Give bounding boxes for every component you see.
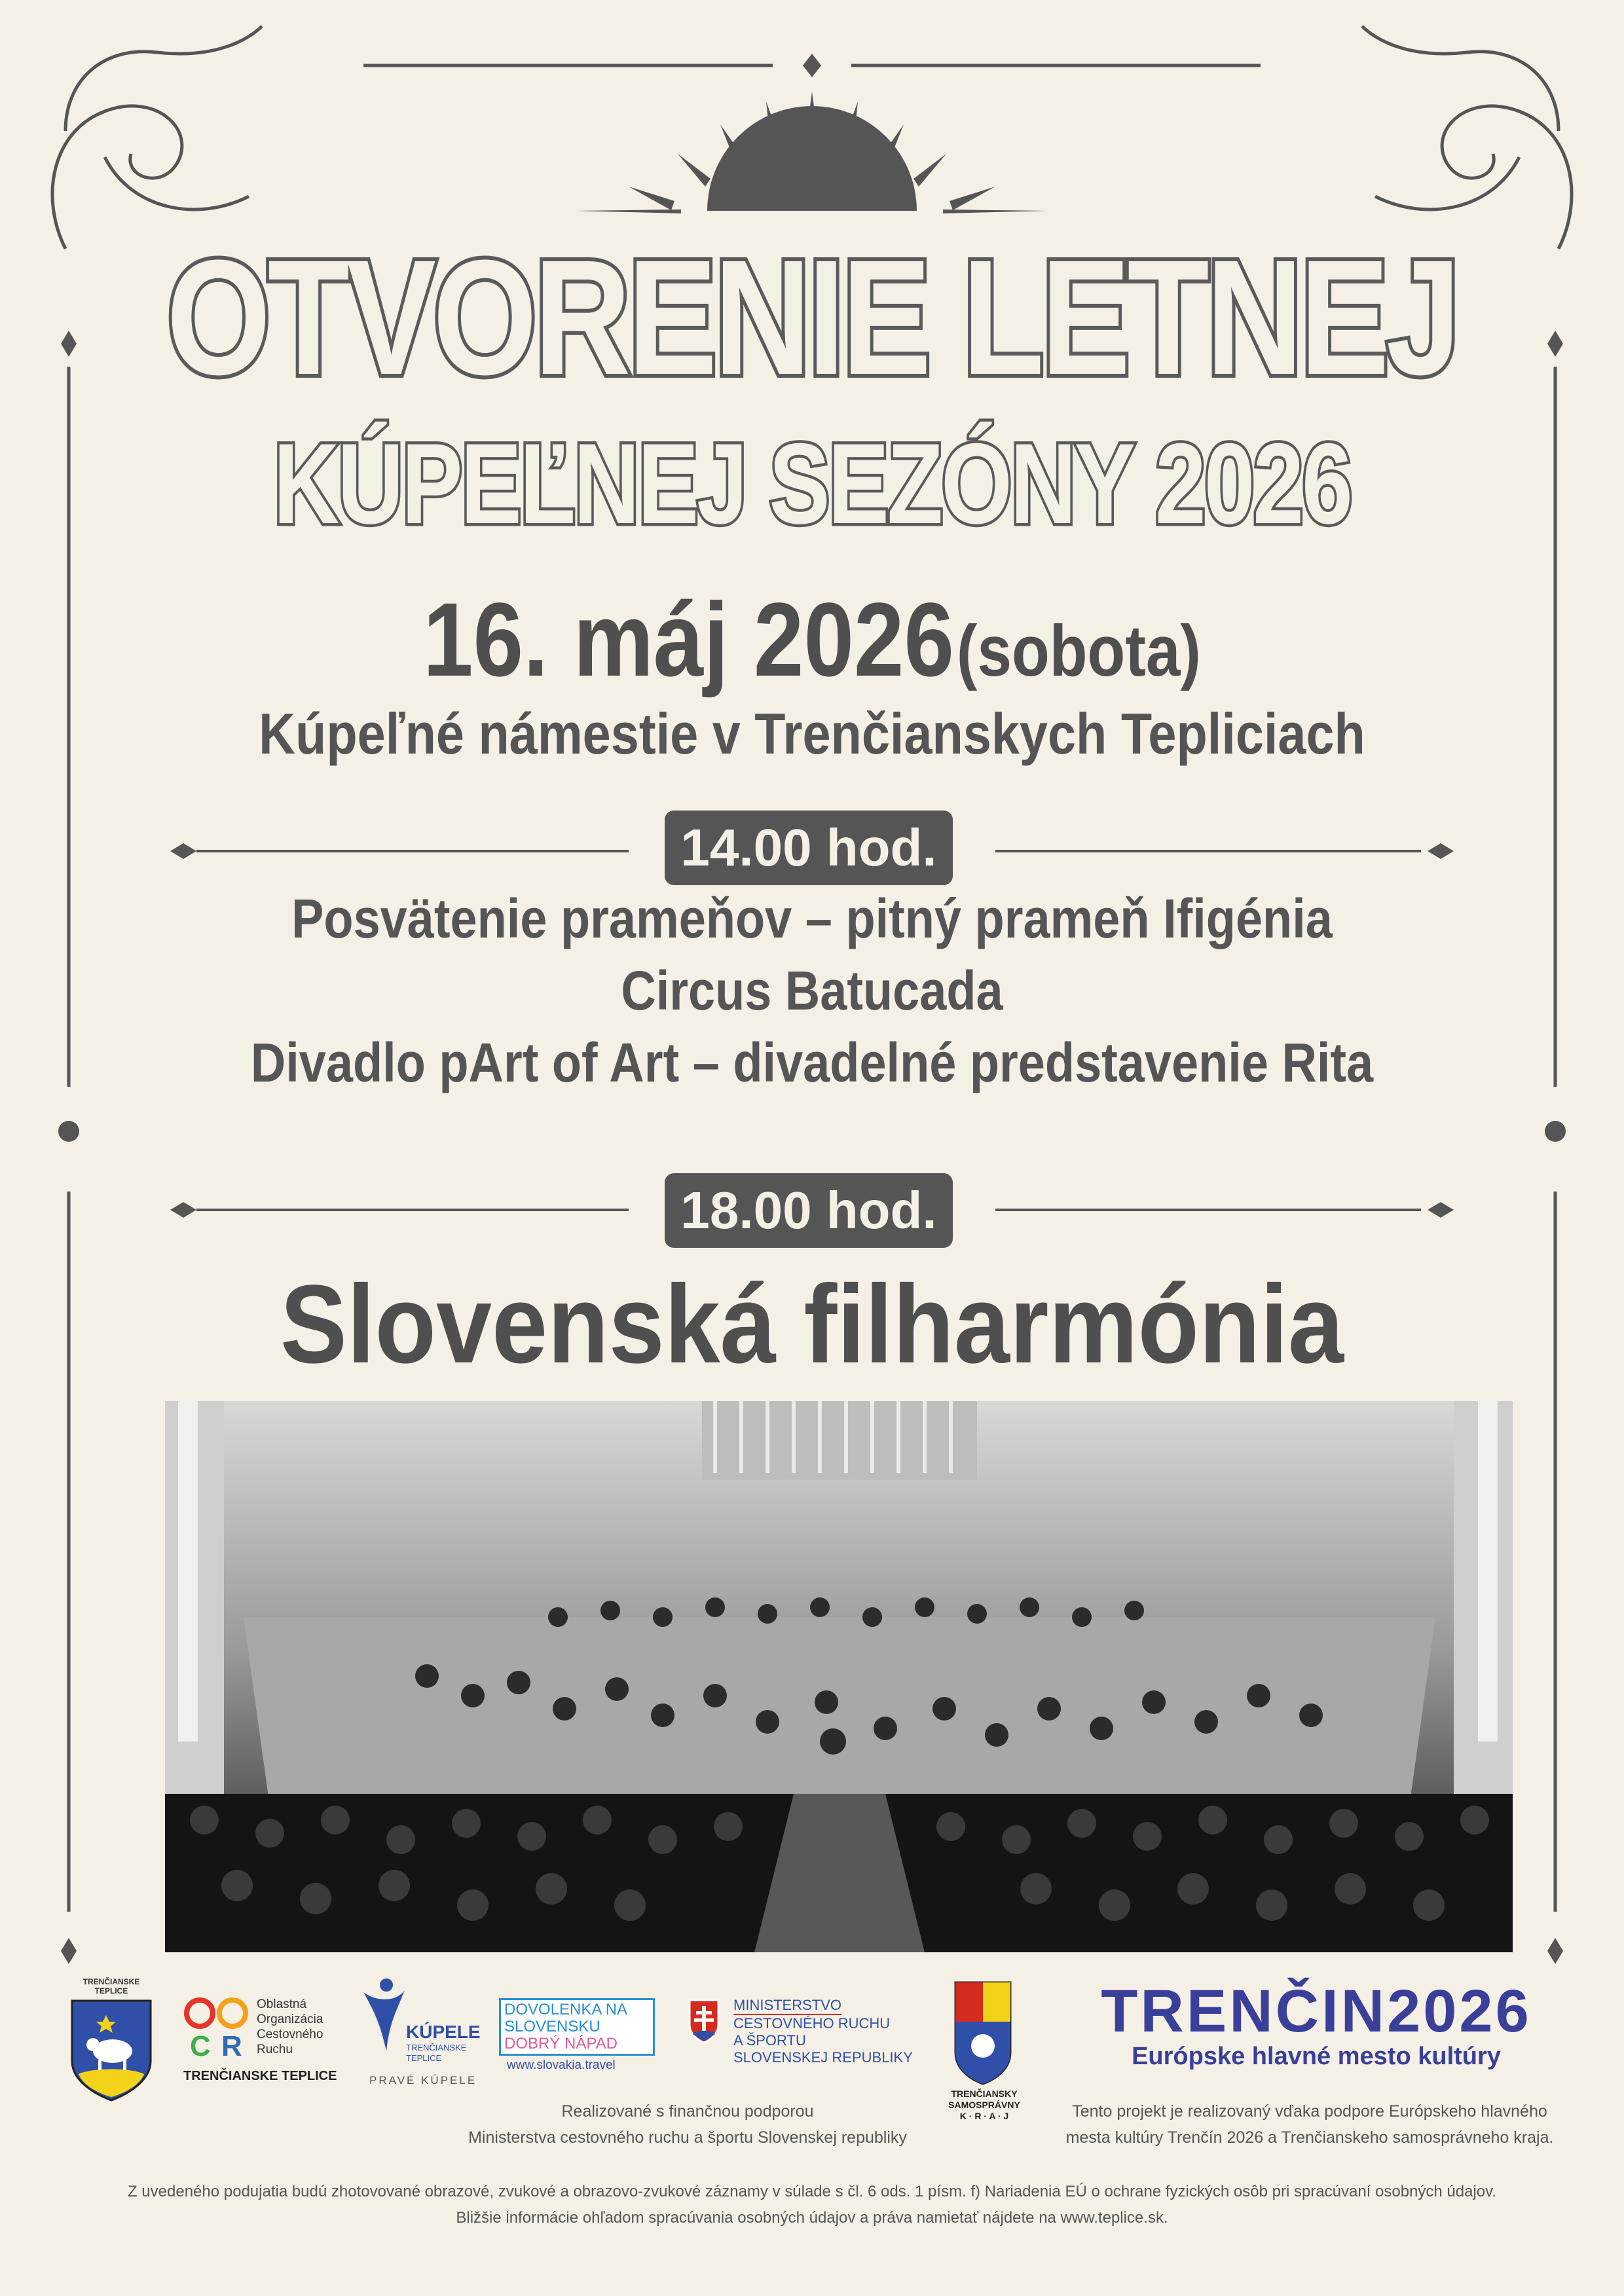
oocr-letters-icon <box>183 1997 259 2059</box>
svg-text:R: R <box>221 2030 242 2059</box>
ministry-line-4: SLOVENSKEJ REPUBLIKY <box>733 2049 913 2066</box>
kupele-tagline: PRAVÉ KÚPELE <box>369 2074 477 2086</box>
slovakia-url: www.slovakia.travel <box>507 2058 616 2072</box>
oocr-line-4: Ruchu <box>257 2043 293 2056</box>
kupele-sub-1: TRENČIANSKE <box>406 2043 467 2052</box>
concert-hall-image <box>165 1401 1513 1952</box>
ministry-line-1: MINISTERSTVO <box>733 1997 841 2015</box>
oocr-town: TRENČIANSKE TEPLICE <box>183 2069 337 2083</box>
orchestra-photo <box>165 1401 1513 1952</box>
oocr-line-2: Organizácia <box>257 2013 323 2026</box>
oocr-line-3: Cestovného <box>257 2028 323 2041</box>
town-logo-label: TRENČIANSKE TEPLICE <box>83 1977 140 1995</box>
slovakia-line-1: DOVOLENKA NA <box>504 2001 628 2018</box>
svg-text:C: C <box>190 2030 211 2059</box>
kupele-logo <box>360 1976 485 2090</box>
performer-name: Slovenská filharmónia <box>280 1262 1344 1387</box>
ministry-line-3: A ŠPORTU <box>733 2032 806 2049</box>
support-note-right <box>1035 2098 1585 2151</box>
tsk-logo <box>948 1980 1020 2131</box>
gdpr-notice <box>0 2179 1624 2231</box>
support-left-line-2: Ministerstva cestovného ruchu a športu Slovenskej republiky <box>468 2128 907 2147</box>
tsk-coat-of-arms-icon <box>953 1980 1012 2085</box>
time-badge-2: 18.00 hod. <box>665 1173 953 1248</box>
kupele-sub-2: TEPLICE <box>406 2053 442 2063</box>
title-line-1: OTVORENIE LETNEJ <box>166 226 1458 409</box>
trencin2026-tagline: Európske hlavné mesto kultúry <box>1132 2043 1501 2070</box>
gdpr-line-1: Z uvedeného podujatia budú zhotovované obrazové, zvukové a obrazovo-zvukové záznamy v súlade s čl. 6 ods. 1 písm. f) Nariadenia EÚ o ochrane fyzických osôb pri spracúvaní osobných údajov. <box>127 2183 1497 2200</box>
slovakia-line-2: SLOVENSKU <box>504 2018 600 2035</box>
time-badge-1: 14.00 hod. <box>665 811 953 885</box>
weekday-text: (sobota) <box>956 611 1201 691</box>
support-right-line-2: mesta kultúry Trenčín 2026 a Trenčianskeho samosprávneho kraja. <box>1065 2128 1554 2147</box>
slovakia-line-3: DOBRÝ NÁPAD <box>504 2035 618 2052</box>
ministry-line-2: CESTOVNÉHO RUCHU <box>733 2015 891 2032</box>
kupele-name: KÚPELE <box>406 2022 481 2042</box>
program-item-3: Divadlo pArt of Art – divadelné predstavenie Rita <box>250 1032 1374 1093</box>
oocr-line-1: Oblastná <box>257 1997 307 2011</box>
program-item-1: Posvätenie prameňov – pitný prameň Ifigénia <box>291 888 1333 949</box>
town-logo <box>65 1977 157 2102</box>
program-item-2: Circus Batucada <box>621 960 1003 1021</box>
title-line-2: KÚPEĽNEJ SEZÓNY 2026 <box>273 420 1351 548</box>
ministry-logo <box>688 1997 936 2075</box>
slovakia-travel-logo <box>499 1998 656 2077</box>
trencin2026-logo <box>1087 1977 1545 2082</box>
oocr-logo <box>183 1997 347 2088</box>
tsk-line-2: SAMOSPRÁVNY <box>948 2100 1020 2110</box>
trencin2026-brand: TRENČIN2026 <box>1101 1978 1532 2045</box>
tsk-line-3: K · R · A · J <box>959 2111 1009 2121</box>
tsk-line-1: TRENČIANSKY <box>951 2088 1018 2099</box>
event-date <box>114 579 1511 700</box>
gdpr-line-2: Bližšie informácie ohľadom spracúvania osobných údajov a práva namietať nájdete na www.teplice.sk. <box>456 2209 1168 2227</box>
support-right-line-1: Tento projekt je realizovaný vďaka podpore Európskeho hlavného <box>1072 2102 1547 2121</box>
kupele-figure-icon <box>360 1976 406 2054</box>
support-note-left <box>458 2098 917 2151</box>
slovak-coat-of-arms-icon <box>688 1998 720 2044</box>
date-text: 16. máj 2026 <box>423 581 955 698</box>
coat-of-arms-icon <box>65 1995 157 2104</box>
support-left-line-1: Realizované s finančnou podporou <box>561 2102 814 2121</box>
event-place: Kúpeľné námestie v Trenčianskych Tepliciach <box>259 701 1365 766</box>
